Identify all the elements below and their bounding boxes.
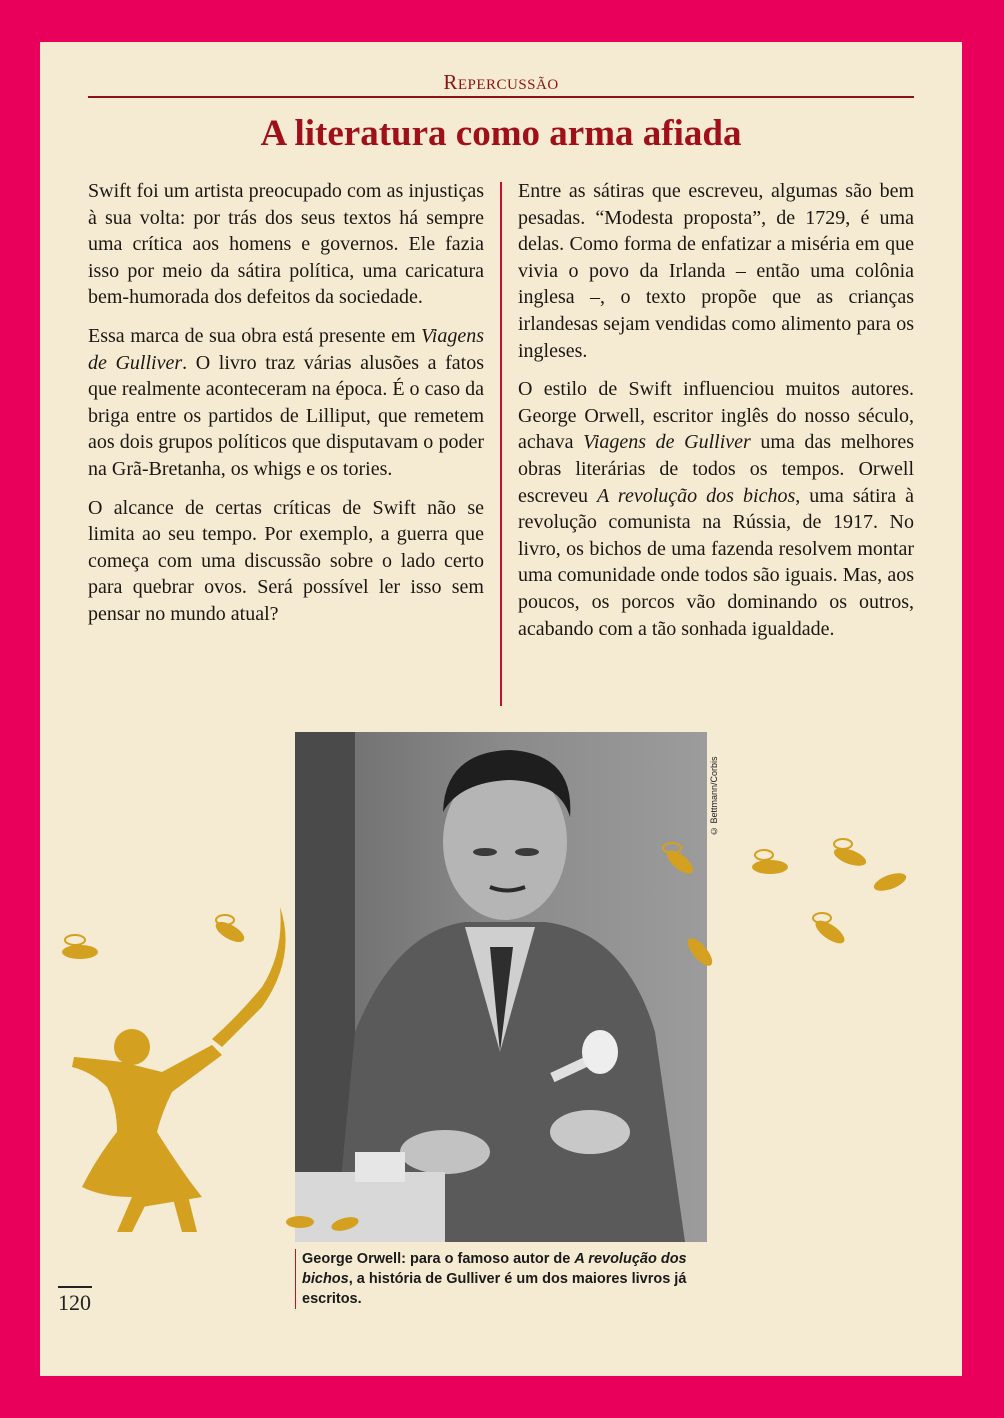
bees-bottom-icon — [275, 1202, 375, 1242]
paragraph: Essa marca de sua obra está presente em Viagens de Gulliver. O livro traz várias alusões a fatos que realmente aconteceram na época. É o caso da briga entre os partidos de Lilliput, que remetem aos dois grupos políticos que disputavam o poder na Grã-Bretanha, os whigs e os tories. — [88, 324, 484, 480]
bees-left-icon — [40, 902, 270, 982]
paragraph: Swift foi um artista preocupado com as injustiças à sua volta: por trás dos seus textos há sempre uma crítica aos homens e governos. Ele fazia isso por meio da sátira política, uma caricatura bem-humorada dos defeitos da sociedade. — [88, 180, 484, 309]
photo-credit: © Bettmann/Corbis — [709, 756, 719, 836]
page — [40, 42, 962, 1376]
paragraph: Entre as sátiras que escreveu, algumas são bem pesadas. “Modesta proposta”, de 1729, é uma delas. Como forma de enfatizar a miséria em que vivia o povo da Irlanda – então uma colônia inglesa –, o texto propõe que as crianças irlandesas sejam vendidas como alimento para os ingleses. — [518, 180, 914, 362]
page-title: A literatura como arma afiada — [260, 113, 742, 154]
paragraph: O estilo de Swift influenciou muitos autores. George Orwell, escritor inglês do nosso século, achava Viagens de Gulliver uma das melhores obras literárias de todos os tempos. Orwell escreveu A revolução dos bichos, uma sátira à revolução comunista na Rússia, de 1917. No livro, os bichos de uma fazenda resolvem montar uma comunidade onde todos são iguais. Mas, aos poucos, os porcos vão dominando os outros, acabando com a tão sonhada igualdade. — [518, 378, 914, 640]
right-column — [518, 178, 914, 654]
page-number: 120 — [58, 1290, 91, 1315]
section-label: Repercussão — [443, 70, 559, 94]
left-column — [88, 178, 484, 640]
photo-caption: George Orwell: para o famoso autor de A revolução dos bichos, a história de Gulliver é um dos maiores livros já escritos. — [295, 1249, 707, 1309]
column-divider — [500, 182, 502, 706]
paragraph: O alcance de certas críticas de Swift não se limita ao seu tempo. Por exemplo, a guerra que começa com uma discussão sobre o lado certo para quebrar ovos. Será possível ler isso sem pensar no mundo atual? — [88, 496, 484, 625]
bees-right-icon — [640, 822, 960, 1012]
header-rule — [88, 96, 914, 98]
page-number-rule — [58, 1286, 92, 1288]
